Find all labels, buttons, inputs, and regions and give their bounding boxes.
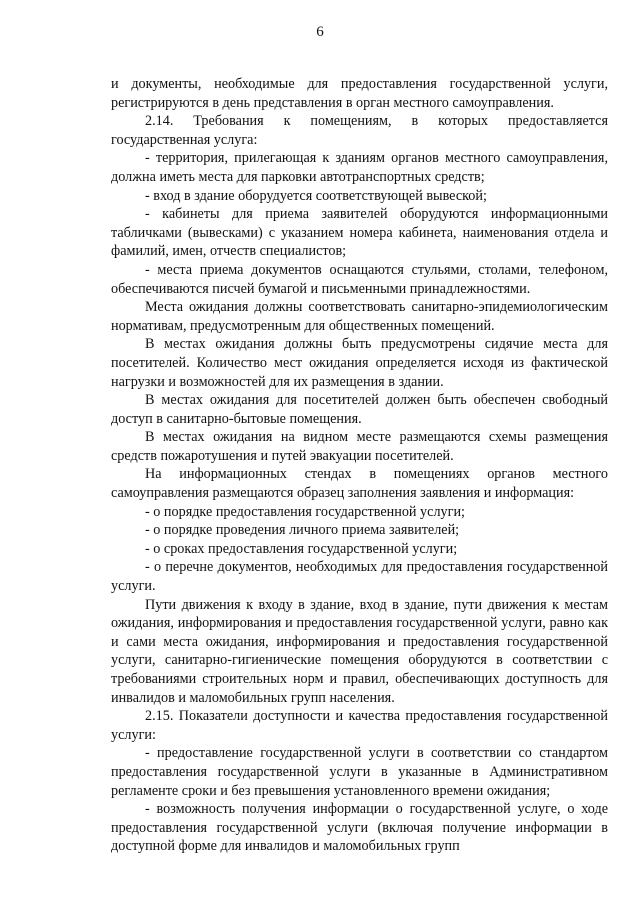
paragraph: На информационных стендах в помещениях органов местного самоуправления размещаются образец заполнения заявления и информация:	[111, 466, 608, 502]
paragraph: В местах ожидания на видном месте размещаются схемы размещения средств пожаротушения и путей эвакуации посетителей.	[111, 429, 608, 464]
paragraph: В местах ожидания должны быть предусмотрены сидячие места для посетителей. Количество мест ожидания определяется исходя из фактической нагрузки и возможностей для их размещения в здании.	[111, 336, 608, 390]
paragraph: - кабинеты для приема заявителей оборудуются информационными табличками (вывесками) с указанием номера кабинета, наименования отдела и фамилий, имен, отчеств специалистов;	[111, 206, 608, 260]
paragraph: - о сроках предоставления государственной услуги;	[145, 540, 458, 557]
document-body	[111, 75, 608, 856]
paragraph: 2.14. Требования к помещениям, в которых предоставляется государственная услуга:	[111, 113, 608, 148]
paragraph: - предоставление государственной услуги в соответствии со стандартом предоставления государственной услуги в указанные в Административном регламенте сроки и без превышения установленного времени ожидания;	[111, 745, 608, 799]
paragraph: - о порядке проведения личного приема заявителей;	[145, 522, 460, 539]
paragraph: - возможность получения информации о государственной услуге, о ходе предоставления государственной услуги (включая получение информации в доступной форме для инвалидов и маломобильных групп	[111, 801, 608, 855]
paragraph: и документы, необходимые для предоставления государственной услуги, регистрируются в день представления в орган местного самоуправления.	[111, 76, 608, 111]
paragraph: - территория, прилегающая к зданиям органов местного самоуправления, должна иметь места для парковки автотранспортных средств;	[111, 150, 608, 185]
page-number: 6	[316, 24, 324, 40]
paragraph: - о перечне документов, необходимых для предоставления государственной услуги.	[111, 559, 608, 595]
paragraph: Места ожидания должны соответствовать санитарно-эпидемиологическим нормативам, предусмотренным для общественных помещений.	[111, 299, 608, 334]
paragraph: - о порядке предоставления государственной услуги;	[145, 503, 465, 520]
paragraph: Пути движения к входу в здание, вход в здание, пути движения к местам ожидания, информирования и предоставления государственной услуги, равно как и сами места ожидания, информирования и предоставления государственной услуги, санитарно-гигиенические помещения оборудуются в соответствии с требованиями строительных норм и правил, обеспечивающих доступность для инвалидов и маломобильных групп населения.	[111, 596, 608, 706]
paragraph: - вход в здание оборудуется соответствующей вывеской;	[145, 187, 487, 204]
paragraph: 2.15. Показатели доступности и качества предоставления государственной услуги:	[111, 708, 608, 743]
paragraph: В местах ожидания для посетителей должен быть обеспечен свободный доступ в санитарно-бытовые помещения.	[111, 392, 608, 427]
paragraph: - места приема документов оснащаются стульями, столами, телефоном, обеспечиваются писчей бумагой и письменными принадлежностями.	[111, 261, 608, 297]
